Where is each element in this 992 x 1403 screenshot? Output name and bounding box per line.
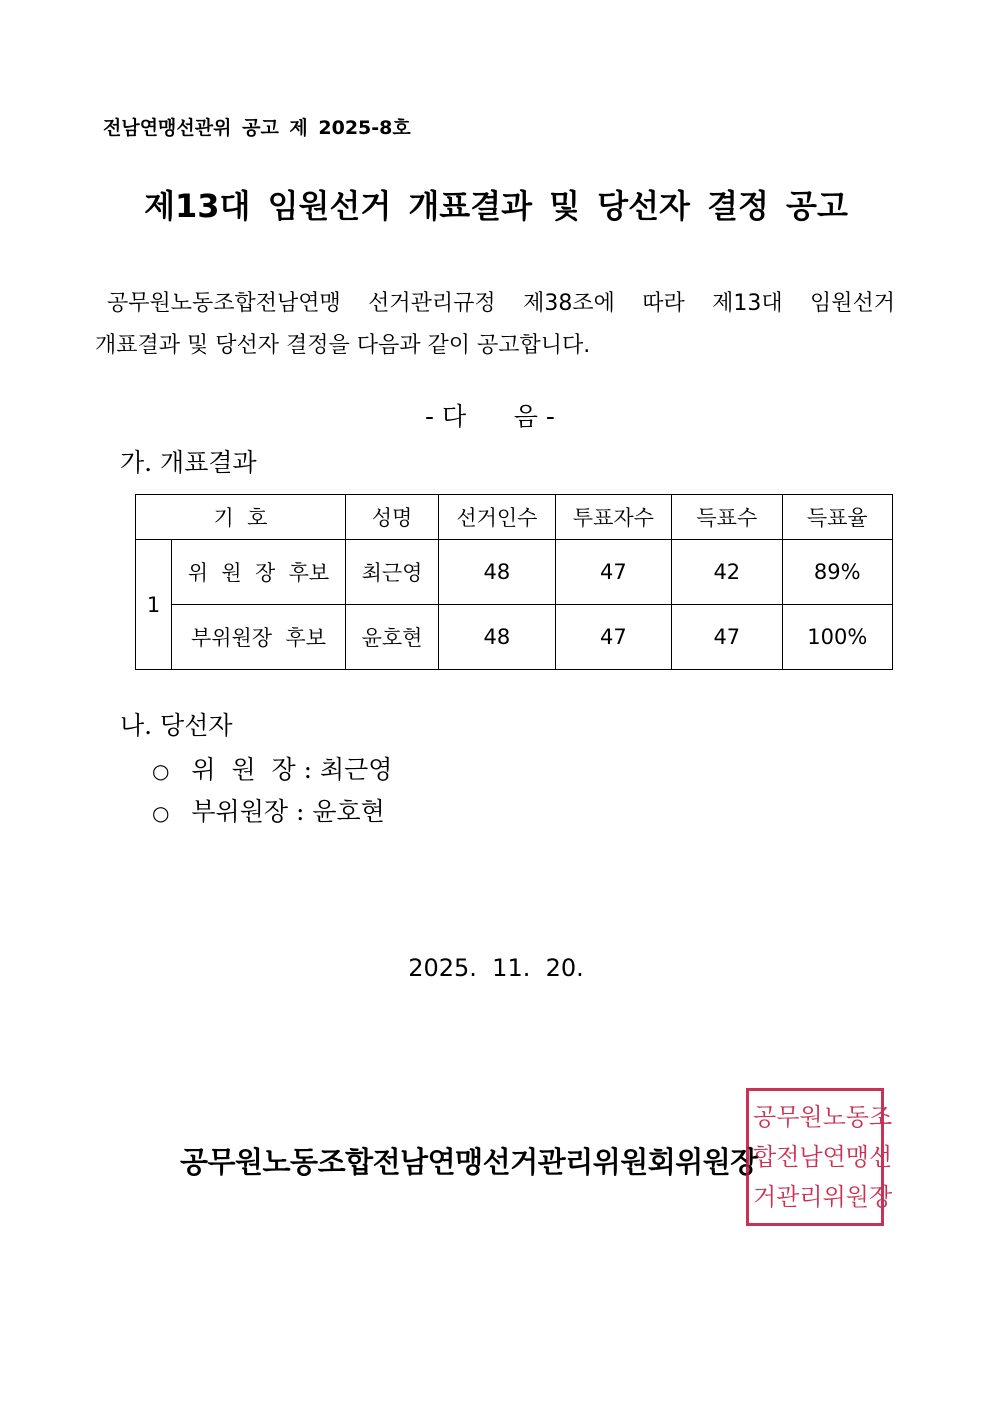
candidate-name: 최근영 [345, 540, 438, 605]
electors-count: 48 [439, 540, 555, 605]
winner-name: 최근영 [320, 755, 393, 784]
votes-count: 42 [672, 540, 782, 605]
seal-char: 남 [799, 1143, 823, 1171]
voters-count: 47 [555, 540, 671, 605]
seal-char: 위 [822, 1183, 846, 1211]
seal-char: 동 [845, 1103, 869, 1131]
candidate-position: 위 원 장 후보 [172, 540, 346, 605]
header-votes: 득표수 [672, 495, 782, 540]
signer-title: 공무원노동조합전남연맹선거관리위원회위원장 [180, 1145, 758, 1179]
notice-number: 전남연맹선관위 공고 제 2025-8호 [103, 117, 411, 139]
winner-name: 윤호현 [312, 797, 385, 826]
winner-role: 위 원 장 [191, 755, 296, 784]
table-header-row [136, 495, 893, 540]
header-sign-number: 기 호 [136, 495, 346, 540]
seal-char: 원 [845, 1183, 869, 1211]
votes-count: 47 [672, 605, 782, 670]
intro-line-2: 개표결과 및 당선자 결정을 다음과 같이 공고합니다. [95, 333, 591, 358]
seal-row [753, 1183, 893, 1211]
vote-results-table [135, 494, 893, 670]
seal-char: 리 [799, 1183, 823, 1211]
candidate-group-number: 1 [136, 540, 172, 670]
seal-char: 거 [753, 1183, 777, 1211]
seal-char: 원 [799, 1103, 823, 1131]
seal-row [753, 1103, 893, 1131]
candidate-name: 윤호현 [345, 605, 438, 670]
vote-rate: 89% [782, 540, 892, 605]
seal-char: 노 [822, 1103, 846, 1131]
seal-char: 공 [753, 1103, 777, 1131]
table-row [136, 540, 893, 605]
electors-count: 48 [439, 605, 555, 670]
winner-item [152, 750, 392, 786]
header-rate: 득표율 [782, 495, 892, 540]
winner-role: 부위원장 [191, 797, 289, 826]
header-name: 성명 [345, 495, 438, 540]
official-seal-stamp [746, 1088, 893, 1226]
header-voters: 투표자수 [555, 495, 671, 540]
winner-item [152, 792, 385, 828]
winner-separator: : [295, 797, 305, 826]
seal-char: 합 [753, 1143, 777, 1171]
candidate-position: 부위원장 후보 [172, 605, 346, 670]
seal-char: 장 [868, 1183, 893, 1211]
voters-count: 47 [555, 605, 671, 670]
seal-char: 맹 [845, 1143, 869, 1171]
announcement-date: 2025. 11. 20. [408, 954, 584, 982]
document-title: 제13대 임원선거 개표결과 및 당선자 결정 공고 [144, 187, 848, 225]
circle-bullet-icon: ○ [152, 801, 170, 825]
seal-char: 무 [776, 1103, 800, 1131]
seal-char: 연 [822, 1143, 846, 1171]
seal-char: 관 [776, 1183, 800, 1211]
seal-char: 전 [776, 1143, 800, 1171]
following-label: - 다 음 - [425, 402, 555, 431]
table-row [136, 605, 893, 670]
seal-char: 조 [868, 1103, 893, 1131]
section-a-heading: 가. 개표결과 [120, 448, 257, 477]
circle-bullet-icon: ○ [152, 759, 170, 783]
seal-row [753, 1143, 893, 1171]
seal-char: 선 [868, 1143, 893, 1171]
intro-line-1: 공무원노동조합전남연맹 선거관리규정 제38조에 따라 제13대 임원선거 [107, 291, 895, 316]
header-electors: 선거인수 [439, 495, 555, 540]
intro-paragraph [95, 283, 895, 367]
section-b-heading: 나. 당선자 [120, 711, 233, 740]
vote-rate: 100% [782, 605, 892, 670]
winner-separator: : [303, 755, 313, 784]
